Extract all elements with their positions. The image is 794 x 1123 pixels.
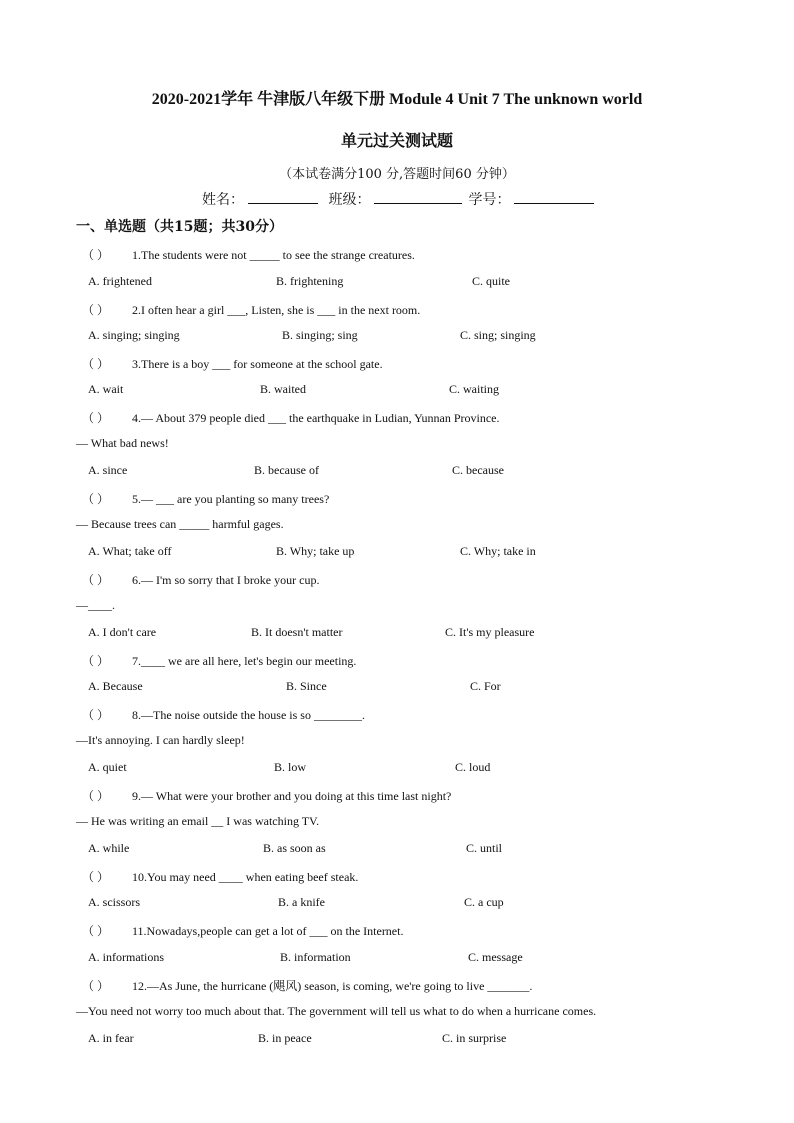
answer-paren[interactable]: （ ） <box>82 870 110 884</box>
question-1 <box>82 246 415 263</box>
question-stem: 2.I often hear a girl ___, Listen, she is ___ in the next room. <box>132 303 421 317</box>
option-b[interactable]: B. as soon as <box>263 841 326 855</box>
answer-paren[interactable]: （ ） <box>82 789 110 803</box>
question-stem: 6.— I'm so sorry that I broke your cup. <box>132 573 320 587</box>
question-4 <box>82 409 499 426</box>
option-c[interactable]: C. a cup <box>464 895 504 909</box>
dialog-4: — What bad news! <box>76 436 169 450</box>
class-blank[interactable] <box>374 191 462 204</box>
option-a[interactable]: A. scissors <box>88 895 141 909</box>
exam-subtitle: 单元过关测试题 <box>340 131 453 150</box>
answer-paren[interactable]: （ ） <box>82 411 110 425</box>
option-b[interactable]: B. a knife <box>278 895 325 909</box>
dialog-9: — He was writing an email __ I was watching TV. <box>76 814 320 828</box>
option-b[interactable]: B. Why; take up <box>276 544 355 558</box>
dialog-5: — Because trees can _____ harmful gages. <box>76 517 284 531</box>
question-2 <box>82 301 420 318</box>
exam-note: （本试卷满分100 分,答题时间60 分钟） <box>279 167 515 182</box>
option-a[interactable]: A. since <box>88 463 128 477</box>
option-b[interactable]: B. because of <box>254 463 319 477</box>
student-info-line <box>202 189 600 209</box>
option-c[interactable]: C. It's my pleasure <box>445 625 535 639</box>
dialog-12: —You need not worry too much about that. The government will tell us what to do when a hurricane comes. <box>76 1004 597 1018</box>
question-12 <box>82 977 532 994</box>
question-10 <box>82 868 358 885</box>
option-c[interactable]: C. loud <box>455 760 491 774</box>
class-label: 班级： <box>328 192 371 208</box>
option-a[interactable]: A. quiet <box>88 760 127 774</box>
option-c[interactable]: C. Why; take in <box>460 544 536 558</box>
question-stem: 4.— About 379 people died ___ the earthquake in Ludian, Yunnan Province. <box>132 411 500 425</box>
option-b[interactable]: B. singing; sing <box>282 328 358 342</box>
option-a[interactable]: A. frightened <box>88 274 152 288</box>
option-b[interactable]: B. Since <box>286 679 327 693</box>
option-b[interactable]: B. low <box>274 760 307 774</box>
question-stem: 1.The students were not _____ to see the strange creatures. <box>132 248 415 262</box>
answer-paren[interactable]: （ ） <box>82 708 110 722</box>
answer-paren[interactable]: （ ） <box>82 303 110 317</box>
dialog-8: —It's annoying. I can hardly sleep! <box>76 733 245 747</box>
question-5 <box>82 490 329 507</box>
answer-paren[interactable]: （ ） <box>82 357 110 371</box>
answer-paren[interactable]: （ ） <box>82 492 110 506</box>
name-label: 姓名： <box>202 192 244 208</box>
answer-paren[interactable]: （ ） <box>82 924 110 938</box>
section-title: 一、单选题（共15题；共30分） <box>76 219 283 235</box>
question-stem: 3.There is a boy ___ for someone at the school gate. <box>132 357 383 371</box>
option-a[interactable]: A. singing; singing <box>88 328 180 342</box>
question-stem: 9.— What were your brother and you doing at this time last night? <box>132 789 452 803</box>
option-a[interactable]: A. while <box>88 841 130 855</box>
option-b[interactable]: B. frightening <box>276 274 344 288</box>
question-stem: 8.—The noise outside the house is so ________. <box>132 708 365 722</box>
question-6 <box>82 571 319 588</box>
exam-title: 2020-2021学年 牛津版八年级下册 Module 4 Unit 7 The unknown world <box>151 91 643 108</box>
question-stem: 10.You may need ____ when eating beef steak. <box>132 870 359 884</box>
option-c[interactable]: C. until <box>466 841 503 855</box>
option-c[interactable]: C. For <box>470 679 501 693</box>
option-a[interactable]: A. What; take off <box>88 544 172 558</box>
question-stem: 5.— ___ are you planting so many trees? <box>132 492 330 506</box>
question-stem: 11.Nowadays,people can get a lot of ___ on the Internet. <box>132 924 404 938</box>
option-c[interactable]: C. waiting <box>449 382 499 396</box>
option-c[interactable]: C. message <box>468 950 523 964</box>
name-blank[interactable] <box>248 191 318 204</box>
option-c[interactable]: C. in surprise <box>442 1031 507 1045</box>
option-b[interactable]: B. It doesn't matter <box>251 625 343 639</box>
id-blank[interactable] <box>514 191 594 204</box>
question-stem: 7.____ we are all here, let's begin our meeting. <box>132 654 357 668</box>
option-a[interactable]: A. informations <box>88 950 164 964</box>
option-a[interactable]: A. I don't care <box>88 625 157 639</box>
option-b[interactable]: B. waited <box>260 382 306 396</box>
answer-paren[interactable]: （ ） <box>82 248 110 262</box>
option-a[interactable]: A. wait <box>88 382 124 396</box>
option-c[interactable]: C. sing; singing <box>460 328 536 342</box>
option-b[interactable]: B. in peace <box>258 1031 312 1045</box>
option-a[interactable]: A. Because <box>88 679 143 693</box>
option-b[interactable]: B. information <box>280 950 351 964</box>
option-c[interactable]: C. quite <box>472 274 510 288</box>
question-11 <box>82 922 403 939</box>
question-9 <box>82 787 451 804</box>
question-8 <box>82 706 365 723</box>
option-c[interactable]: C. because <box>452 463 504 477</box>
id-label: 学号： <box>468 192 511 208</box>
option-a[interactable]: A. in fear <box>88 1031 134 1045</box>
question-stem: 12.—As June, the hurricane (飓风) season, is coming, we're going to live _______. <box>132 979 533 993</box>
answer-paren[interactable]: （ ） <box>82 573 110 587</box>
answer-paren[interactable]: （ ） <box>82 654 110 668</box>
answer-paren[interactable]: （ ） <box>82 979 110 993</box>
dialog-6: —____. <box>76 598 115 612</box>
question-3 <box>82 355 383 372</box>
question-7 <box>82 652 356 669</box>
